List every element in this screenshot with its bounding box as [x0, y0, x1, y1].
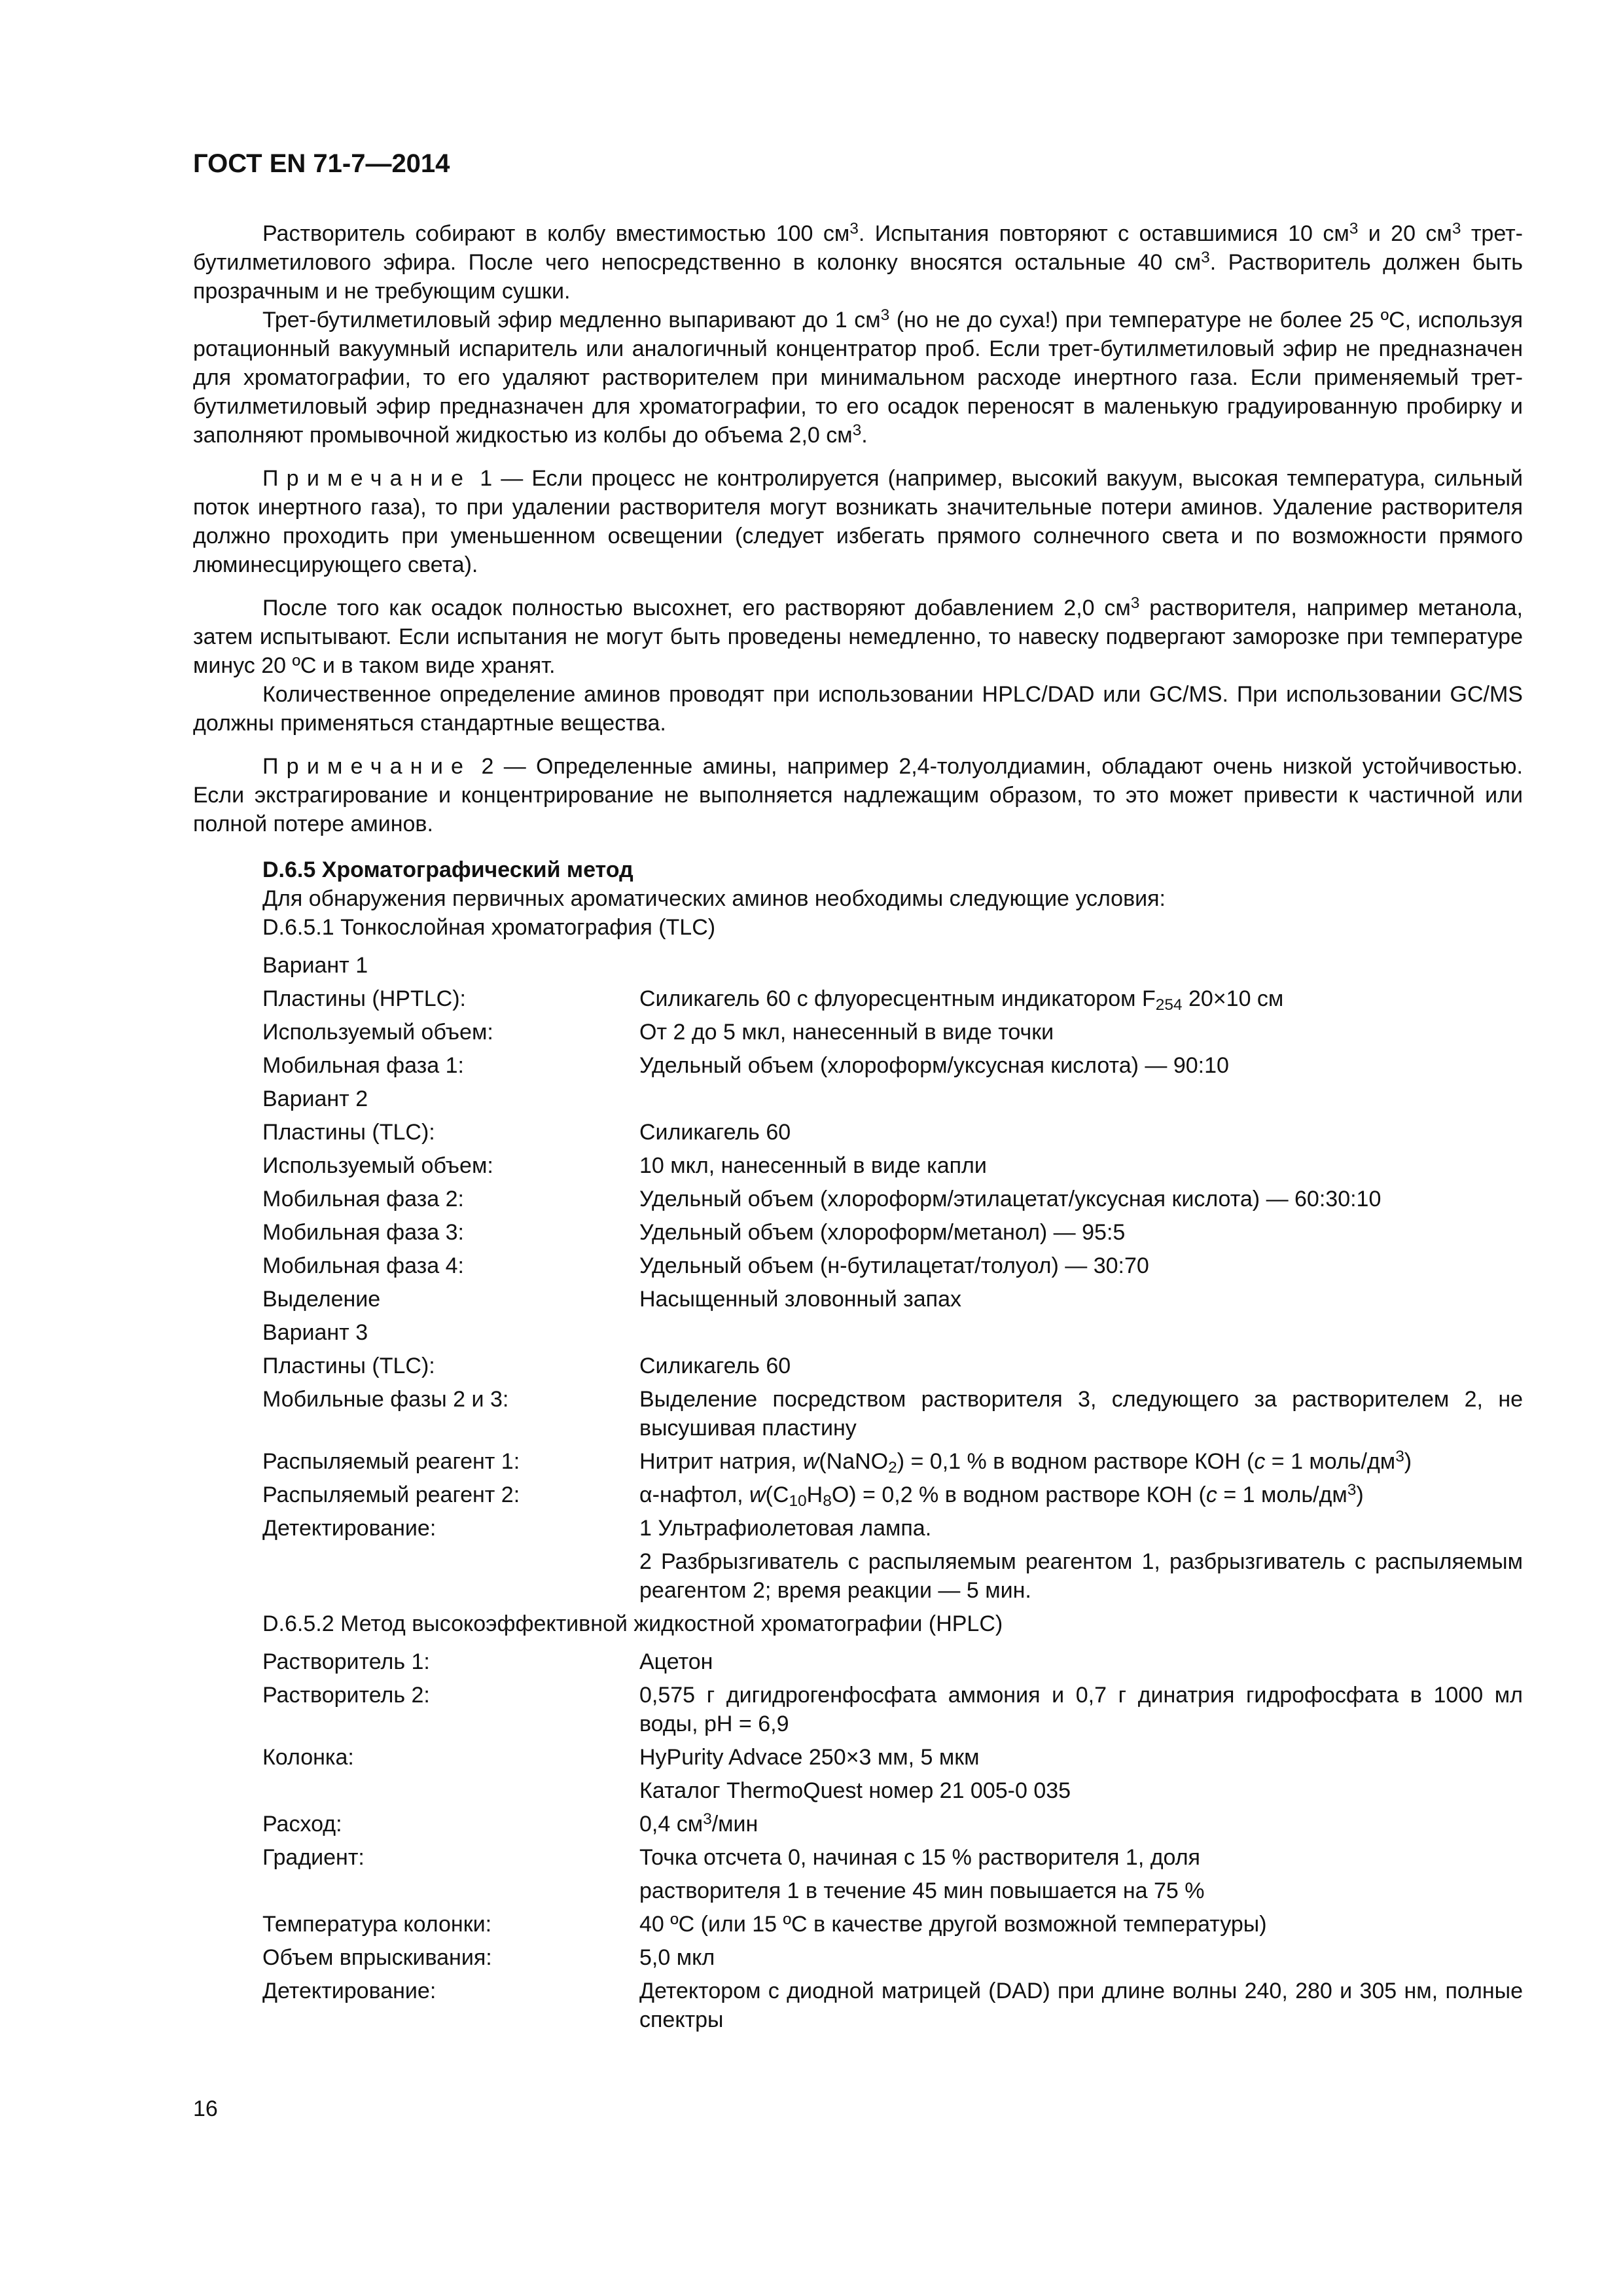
param-row: Мобильная фаза 2: Удельный объем (хлороформ/этилацетат/уксусная кислота) — 60:30:10 — [262, 1187, 1382, 1211]
note-2: Примечание 2 — Определенные амины, например 2,4-толуолдиамин, обладают очень низкой устойчивостью. Если экстрагирование и концентрирование не выполняется надлежащим образом, то это может привести к частичной или полной потере аминов. — [193, 754, 1523, 836]
param-row: Распыляемый реагент 2: α-нафтол, $w(C_{10}H_8O) = 0,2$ % в водном растворе КОН (c = 1 моль/$дм^3$) — [262, 1480, 1364, 1511]
variant-label: Вариант 2 — [262, 1086, 368, 1111]
param-row: Пластины (TLC): Силикагель 60 — [262, 1354, 791, 1378]
tlc-subsection-title: D.6.5.1 Тонкослойная хроматография (TLC) — [262, 915, 716, 940]
param-row: Растворитель 1: Ацетон — [262, 1649, 713, 1674]
paragraph: Трет-бутилметиловый эфир медленно выпаривают до 1 $см^3$ (но не до суха!) при температуре не более 25 ºС, используя ротационный вакуумный испаритель или аналогичный концентратор проб. Если трет-бутилметиловый эфир не предназначен для хроматографии, то его удаляют растворителем при минимальном расходе инертного газа. Если применяемый трет-бутилметиловый эфир предназначен для хроматографии, то его осадок переносят в маленькую градуированную пробирку и заполняют промывочной жидкостью из колбы до объема 2,0 $см^3$. — [193, 306, 1523, 448]
document-body — [193, 219, 1523, 2034]
param-row: Детектирование: 1 Ультрафиолетовая лампа. 2 Разбрызгиватель с распыляемым реагентом 1, разбрызгиватель с распыляемым реагентом 2; время реакции — 5 мин. — [262, 1516, 1523, 1603]
param-row: Мобильная фаза 4: Удельный объем (н-бутилацетат/толуол) — 30:70 — [262, 1253, 1149, 1278]
hplc-subsection-title: D.6.5.2 Метод высокоэффективной жидкостной хроматографии (HPLC) — [262, 1611, 1003, 1636]
paragraph: Растворитель собирают в колбу вместимостью 100 $см^3$. Испытания повторяют с оставшимися 10 $см^3$ и 20 $см^3$ трет-бутилметилового эфира. После чего непосредственно в колонку вносятся остальные 40 $см^3$. Растворитель должен быть прозрачным и не требующим сушки. — [193, 219, 1524, 304]
hplc-parameters — [262, 1647, 1523, 2034]
document-page — [193, 0, 1523, 2296]
param-row: Пластины (TLC): Силикагель 60 — [262, 1120, 791, 1145]
param-row: Мобильная фаза 3: Удельный объем (хлороформ/метанол) — 95:5 — [262, 1220, 1126, 1245]
param-row: Детектирование: Детектором с диодной матрицей (DAD) при длине волны 240, 280 и 305 нм, полные спектры — [262, 1979, 1523, 2032]
param-row: Растворитель 2: 0,575 г дигидрогенфосфата аммония и 0,7 г динатрия гидрофосфата в 1000 мл воды, рН = 6,9 — [262, 1683, 1523, 1736]
param-row: Мобильная фаза 1: Удельный объем (хлороформ/уксусная кислота) — 90:10 — [262, 1053, 1229, 1078]
paragraph: Количественное определение аминов проводят при использовании HPLC/DAD или GC/MS. При использовании GC/MS должны применяться стандартные вещества. — [193, 682, 1523, 736]
section-title: D.6.5 Хроматографический метод — [262, 857, 633, 882]
note-1: Примечание 1 — Если процесс не контролируется (например, высокий вакуум, высокая температура, сильный поток инертного газа), то при удалении растворителя могут возникать значительные потери аминов. Удаление растворителя должно проходить при уменьшенном освещении (следует избегать прямого солнечного света и по возможности прямого люминесцирующего света). — [193, 466, 1523, 577]
param-row: Объем впрыскивания: 5,0 мкл — [262, 1945, 715, 1970]
param-row: Мобильные фазы 2 и 3: Выделение посредством растворителя 3, следующего за растворителем 2, не высушивая пластину — [262, 1387, 1523, 1441]
tlc-parameters — [262, 951, 1523, 1605]
param-row: Расход: 0,4 $см^3$/мин — [262, 1810, 758, 1837]
param-row: Пластины (HPTLC): Силикагель 60 с флуоресцентным индикатором $F_{254}$ 20×10 см — [262, 986, 1284, 1014]
variant-label: Вариант 1 — [262, 953, 368, 978]
param-row: Распыляемый реагент 1: Нитрит натрия, w(NaNO$_2$) = 0,1 % в водном растворе КОН (c = 1 моль/$дм^3$) — [262, 1447, 1412, 1477]
param-row: Градиент: Точка отсчета 0, начиная с 15 % растворителя 1, доля растворителя 1 в течение 45 мин повышается на 75 % — [262, 1845, 1205, 1903]
param-row: Используемый объем: От 2 до 5 мкл, нанесенный в виде точки — [262, 1020, 1054, 1045]
document-header: ГОСТ EN 71-7—2014 — [193, 149, 450, 178]
page-number: 16 — [193, 2096, 218, 2121]
param-row: Используемый объем: 10 мкл, нанесенный в виде капли — [262, 1153, 987, 1178]
param-row: Температура колонки: 40 ºС (или 15 ºС в качестве другой возможной температуры) — [262, 1912, 1267, 1937]
variant-label: Вариант 3 — [262, 1320, 368, 1345]
paragraph: После того как осадок полностью высохнет, его растворяют добавлением 2,0 $см^3$ растворителя, например метанола, затем испытывают. Если испытания не могут быть проведены немедленно, то навеску подвергают заморозке при температуре минус 20 ºС и в таком виде хранят. — [193, 594, 1524, 678]
param-row: Выделение Насыщенный зловонный запах — [262, 1287, 962, 1312]
param-row: Колонка: HyPurity Advace 250×3 мм, 5 мкм Каталог ThermoQuest номер 21 005-0 035 — [262, 1745, 1071, 1803]
section-intro: Для обнаружения первичных ароматических аминов необходимы следующие условия: — [262, 886, 1166, 911]
